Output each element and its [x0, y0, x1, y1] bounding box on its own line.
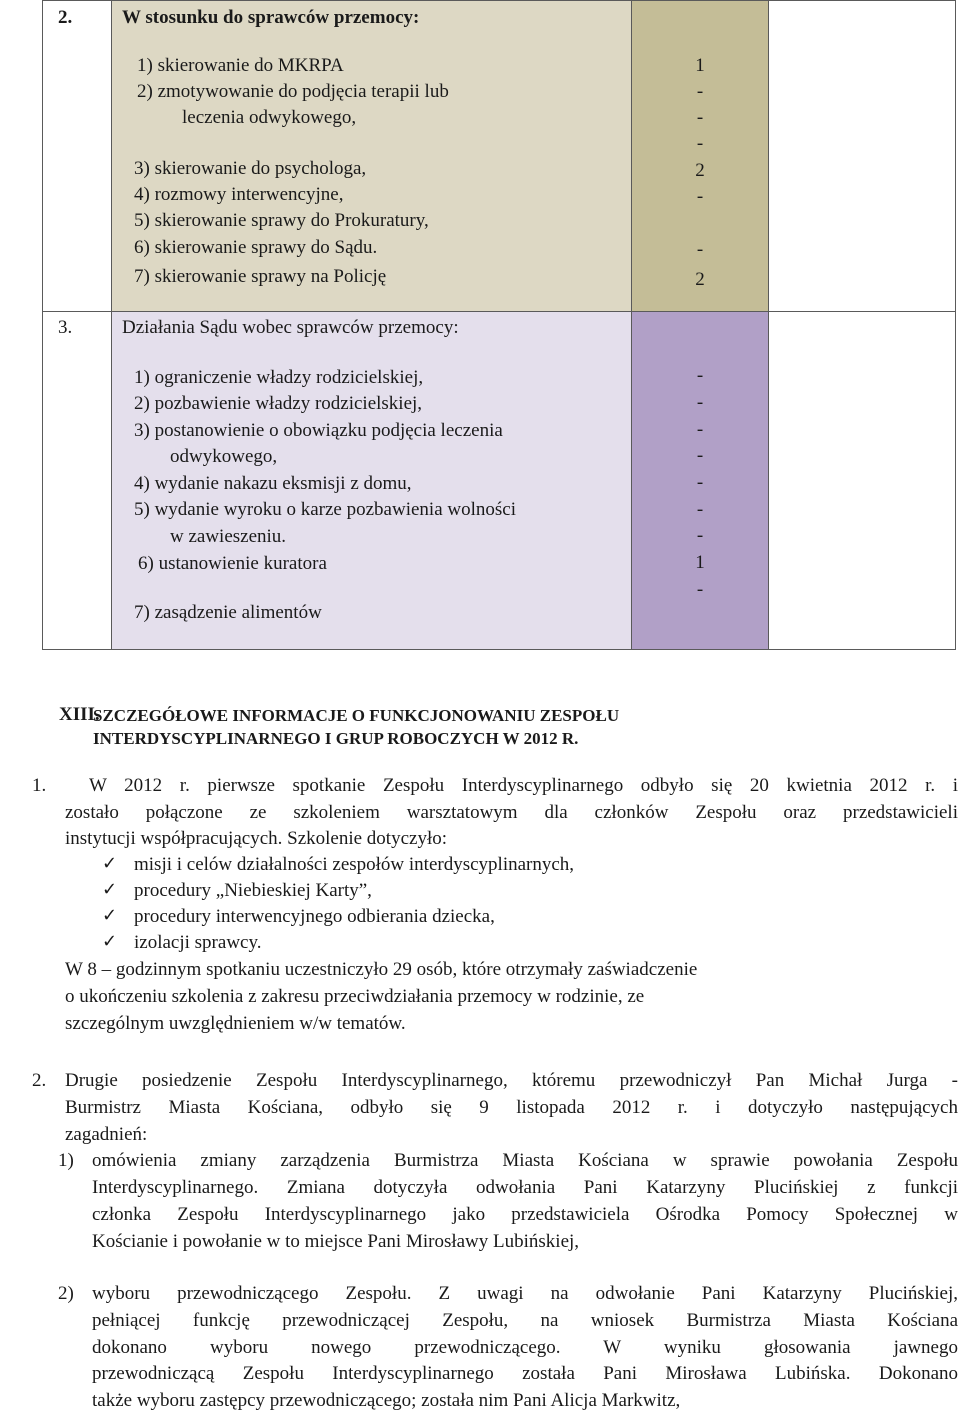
section-title: INTERDYSCYPLINARNEGO I GRUP ROBOCZYCH W 2012 R.: [93, 729, 579, 748]
row3-value: -: [696, 579, 704, 600]
para2-line: zagadnień:: [65, 1124, 148, 1145]
para1-number: 1.: [32, 775, 47, 796]
section-number: XIII.: [59, 704, 100, 725]
para1-closing: W 8 – godzinnym spotkaniu uczestniczyło 29 osób, które otrzymały zaświadczenie: [65, 959, 698, 980]
row2-value: -: [696, 239, 704, 260]
row2-value: 2: [695, 160, 705, 181]
sub1-line: omówienia zmiany zarządzenia Burmistrza Miasta Kościana w sprawie powołania Zespołu: [92, 1150, 958, 1171]
row3-number-cell: [42, 311, 112, 650]
para1-line: W 2012 r. pierwsze spotkanie Zespołu Interdyscyplinarnego odbyło się 20 kwietnia 2012 r. i: [89, 775, 958, 796]
row2-value: -: [696, 186, 704, 207]
row2-extra-cell: [768, 0, 956, 312]
row2-value: -: [696, 107, 704, 128]
row3-value: -: [696, 445, 704, 466]
row3-value: -: [696, 472, 704, 493]
row3-heading: Działania Sądu wobec sprawców przemocy:: [122, 317, 459, 338]
row3-item: 5) wydanie wyroku o karze pozbawienia wolności: [134, 499, 516, 520]
row2-item: 2) zmotywowanie do podjęcia terapii lub: [137, 81, 449, 102]
list-item: misji i celów działalności zespołów interdyscyplinarnych,: [134, 854, 575, 875]
row2-number: 2.: [58, 7, 73, 28]
sub2-line: przewodniczącą Zespołu Interdyscyplinarnego została Pani Mirosława Lubińska. Dokonano: [92, 1363, 958, 1384]
row3-item: 2) pozbawienie władzy rodzicielskiej,: [134, 393, 423, 414]
para2-line: Drugie posiedzenie Zespołu Interdyscyplinarnego, któremu przewodniczył Pan Michał Jurga -: [65, 1070, 958, 1091]
row2-value: 2: [695, 269, 705, 290]
para1-closing: szczególnym uwzględnieniem w/w tematów.: [65, 1013, 406, 1034]
row3-item: w zawieszeniu.: [170, 526, 287, 547]
para1-line: zostało połączone ze szkoleniem warsztatowym dla członków Zespołu oraz przedstawicieli: [65, 802, 958, 823]
sub2-line: także wyboru zastępcy przewodniczącego; została nim Pani Alicja Markwitz,: [92, 1390, 681, 1411]
para2-line: Burmistrz Miasta Kościana, odbyło się 9 listopada 2012 r. i dotyczyło następujących: [65, 1097, 958, 1118]
sub2-number: 2): [58, 1283, 74, 1304]
list-item: izolacji sprawcy.: [134, 932, 262, 953]
row2-value: -: [696, 133, 704, 154]
row2-item: 5) skierowanie sprawy do Prokuratury,: [134, 210, 429, 231]
row3-item: odwykowego,: [170, 446, 278, 467]
row3-item: 7) zasądzenie alimentów: [134, 602, 322, 623]
row2-number-cell: [42, 0, 112, 312]
check-icon: ✓: [102, 905, 118, 926]
row2-item: 4) rozmowy interwencyjne,: [134, 184, 344, 205]
row2-item: 3) skierowanie do psychologa,: [134, 158, 367, 179]
row3-item: 1) ograniczenie władzy rodzicielskiej,: [134, 367, 424, 388]
para1-closing: o ukończeniu szkolenia z zakresu przeciwdziałania przemocy w rodzinie, ze: [65, 986, 645, 1007]
row3-extra-cell: [768, 311, 956, 650]
row2-value-cell: [631, 0, 769, 312]
row3-item: 6) ustanowienie kuratora: [138, 553, 327, 574]
row2-item: 7) skierowanie sprawy na Policję: [134, 266, 387, 287]
row3-value: -: [696, 419, 704, 440]
sub2-line: pełniącej funkcję przewodniczącej Zespołu, na wniosek Burmistrza Miasta Kościana: [92, 1310, 958, 1331]
row2-value: -: [696, 81, 704, 102]
row3-value: -: [696, 499, 704, 520]
row2-value: 1: [695, 55, 705, 76]
row3-value: -: [696, 365, 704, 386]
sub1-number: 1): [58, 1150, 74, 1171]
list-item: procedury interwencyjnego odbierania dziecka,: [134, 906, 495, 927]
row3-item: 4) wydanie nakazu eksmisji z domu,: [134, 473, 412, 494]
check-icon: ✓: [102, 853, 118, 874]
row3-value: 1: [695, 552, 705, 573]
check-icon: ✓: [102, 931, 118, 952]
row3-number: 3.: [58, 317, 73, 338]
section-title: SZCZEGÓŁOWE INFORMACJE O FUNKCJONOWANIU ZESPOŁU: [93, 706, 620, 725]
row2-item: leczenia odwykowego,: [182, 107, 357, 128]
sub1-line: Interdyscyplinarnego. Zmiana dotyczyła odwołania Pani Katarzyny Plucińskiej z funkcji: [92, 1177, 958, 1198]
para2-number: 2.: [32, 1070, 47, 1091]
row2-item: 1) skierowanie do MKRPA: [137, 55, 344, 76]
row3-value: -: [696, 392, 704, 413]
check-icon: ✓: [102, 879, 118, 900]
sub2-line: wyboru przewodniczącego Zespołu. Z uwagi na odwołanie Pani Katarzyny Plucińskiej,: [92, 1283, 958, 1304]
sub2-line: dokonano wyboru nowego przewodniczącego. W wyniku głosowania jawnego: [92, 1337, 958, 1358]
para1-line: instytucji współpracujących. Szkolenie dotyczyło:: [65, 828, 448, 849]
row2-item: 6) skierowanie sprawy do Sądu.: [134, 237, 378, 258]
row3-item: 3) postanowienie o obowiązku podjęcia leczenia: [134, 420, 503, 441]
sub1-line: członka Zespołu Interdyscyplinarnego jako przedstawiciela Ośrodka Pomocy Społecznej w: [92, 1204, 958, 1225]
sub1-line: Kościanie i powołanie w to miejsce Pani Mirosławy Lubińskiej,: [92, 1231, 580, 1252]
row2-heading: W stosunku do sprawców przemocy:: [122, 7, 420, 28]
list-item: procedury „Niebieskiej Karty”,: [134, 880, 372, 901]
row3-value: -: [696, 525, 704, 546]
